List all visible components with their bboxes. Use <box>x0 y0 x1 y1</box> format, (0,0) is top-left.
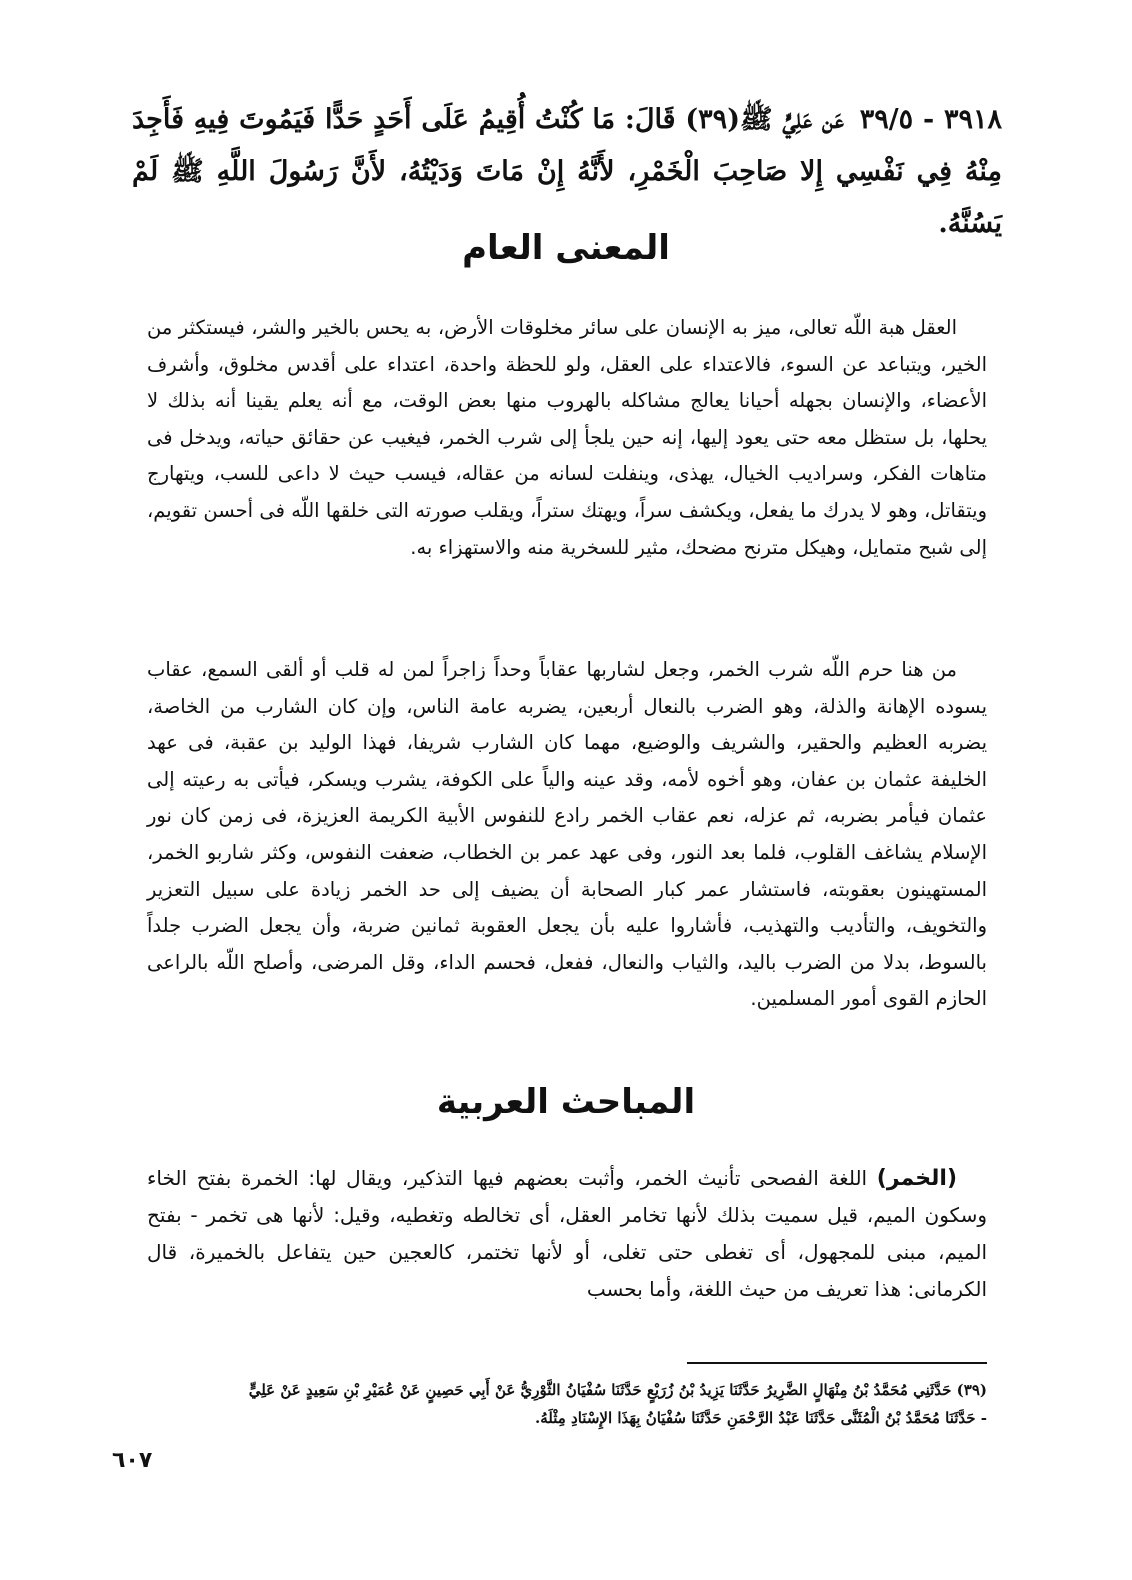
paragraph-arabic-studies <box>147 1160 987 1308</box>
paragraph-general-meaning-2: من هنا حرم اللّه شرب الخمر، وجعل لشاربها عقاباً وحداً زاجراً لمن له قلب أو ألقى السمع، عقاب يسوده الإهانة والذلة، وهو الضرب بالنعال أربعين، يضربه عامة الناس، وإن كان الشارب من الخاصة، يضربه العظيم والحقير، والشريف والوضيع، مهما كان الشارب شريفا، فهذا الوليد بن عقبة، فى عهد الخليفة عثمان بن عفان، وهو أخوه لأمه، وقد عينه والياً على الكوفة، يشرب ويسكر، فيأتى به رعيته إلى عثمان فيأمر بضربه، ثم عزله، نعم عقاب الخمر رادع للنفوس الأبية الكريمة العزيزة، فى زمن كان نور الإسلام يشاغف القلوب، فلما بعد النور، وفى عهد عمر بن الخطاب، ضعفت النفوس، وكثر شاربو الخمر، المستهينون بعقوبته، فاستشار عمر كبار الصحابة أن يضيف إلى حد الخمر زيادة على سبيل التعزير والتخويف، والتأديب والتهذيب، فأشاروا عليه بأن يجعل العقوبة ثمانين ضربة، وأن يجعل الضرب جلداً بالسوط، بدلا من الضرب باليد، والثياب والنعال، ففعل، فحسم الداء، وقل المرضى، وأصلح اللّه بالراعى الحازم القوى أمور المسلمين. <box>147 658 987 1011</box>
footnote-line-1: (٣٩) حَدَّثَنِي مُحَمَّدُ بْنُ مِنْهَالٍ الضَّرِيرُ حَدَّثَنَا يَزِيدُ بْنُ زُرَيْعٍ حَدَّثَنَا سُفْيَانُ الثَّوْرِيُّ عَنْ أَبِي حَصِينٍ عَنْ عُمَيْرِ بْنِ سَعِيدٍ عَنْ عَلِيٍّ <box>248 1381 987 1399</box>
page-number: ٦٠٧ <box>112 1448 153 1473</box>
hadith-body: عَن عَلِيٍّ ﷺ(٣٩) قَالَ: مَا كُنْتُ أُقِيمُ عَلَى أَحَدٍ حَدًّا فَيَمُوتَ فِيهِ فَأَجِدَ مِنْهُ فِي نَفْسِي إِلا صَاحِبَ الْخَمْرِ، لأَنَّهُ إِنْ مَاتَ وَدَيْتُهُ، لأَنَّ رَسُولَ اللَّهِ ﷺ لَمْ يَسُنَّهُ. <box>132 104 1002 239</box>
footnote <box>147 1376 987 1432</box>
footnote-line-2: - حَدَّثَنَا مُحَمَّدُ بْنُ الْمُثَنَّى حَدَّثَنَا عَبْدُ الرَّحْمَنِ حَدَّثَنَا سُفْيَانُ بِهَذَا الإِسْنَادِ مِثْلَهُ. <box>535 1409 987 1427</box>
footnote-divider <box>687 1362 987 1364</box>
paragraph-general-meaning-1: العقل هبة اللّه تعالى، ميز به الإنسان على سائر مخلوقات الأرض، به يحس بالخير والشر، فيستكثر من الخير، ويتباعد عن السوء، فالاعتداء على العقل، ولو للحظة واحدة، اعتداء على أقدس مخلوق، وأشرف الأعضاء، والإنسان بجهله أحيانا يعالج مشاكله بالهروب منها بعض الوقت، مع أنه يعلم يقينا أنه بذلك لا يحلها، بل ستظل معه حتى يعود إليها، إنه حين يلجأ إلى شرب الخمر، فيغيب عن حقائق حياته، ويدخل فى متاهات الفكر، وسراديب الخيال، يهذى، وينفلت لسانه من عقاله، فيسب حيث لا داعى للسب، ويتهارج ويتقاتل، وهو لا يدرك ما يفعل، ويكشف سراً، ويهتك ستراً، ويقلب صورته التى خلقها اللّه فى أحسن تقويم، إلى شبح متمايل، وهيكل مترنح مضحك، مثير للسخرية منه والاستهزاء به. <box>147 316 987 559</box>
section-title-general-meaning: المعنى العام <box>462 228 670 268</box>
term-label: (الخمر) <box>876 1166 957 1191</box>
hadith-text <box>132 94 1002 250</box>
section-title-arabic-studies: المباحث العربية <box>436 1082 696 1122</box>
term-definition: اللغة الفصحى تأنيث الخمر، وأثبت بعضهم فيها التذكير، ويقال لها: الخمرة بفتح الخاء وسكون الميم، قيل سميت بذلك لأنها تخامر العقل، أى تخالطه وتغطيه، وقيل: لأنها هى تخمر - بفتح الميم، مبنى للمجهول، أى تغطى حتى تغلى، أو لأنها تختمر، كالعجين حين يتفاعل بالخميرة، قال الكرمانى: هذا تعريف من حيث اللغة، وأما بحسب <box>147 1166 987 1301</box>
hadith-number: ٣٩١٨ - ٣٩/٥ <box>859 104 1002 135</box>
